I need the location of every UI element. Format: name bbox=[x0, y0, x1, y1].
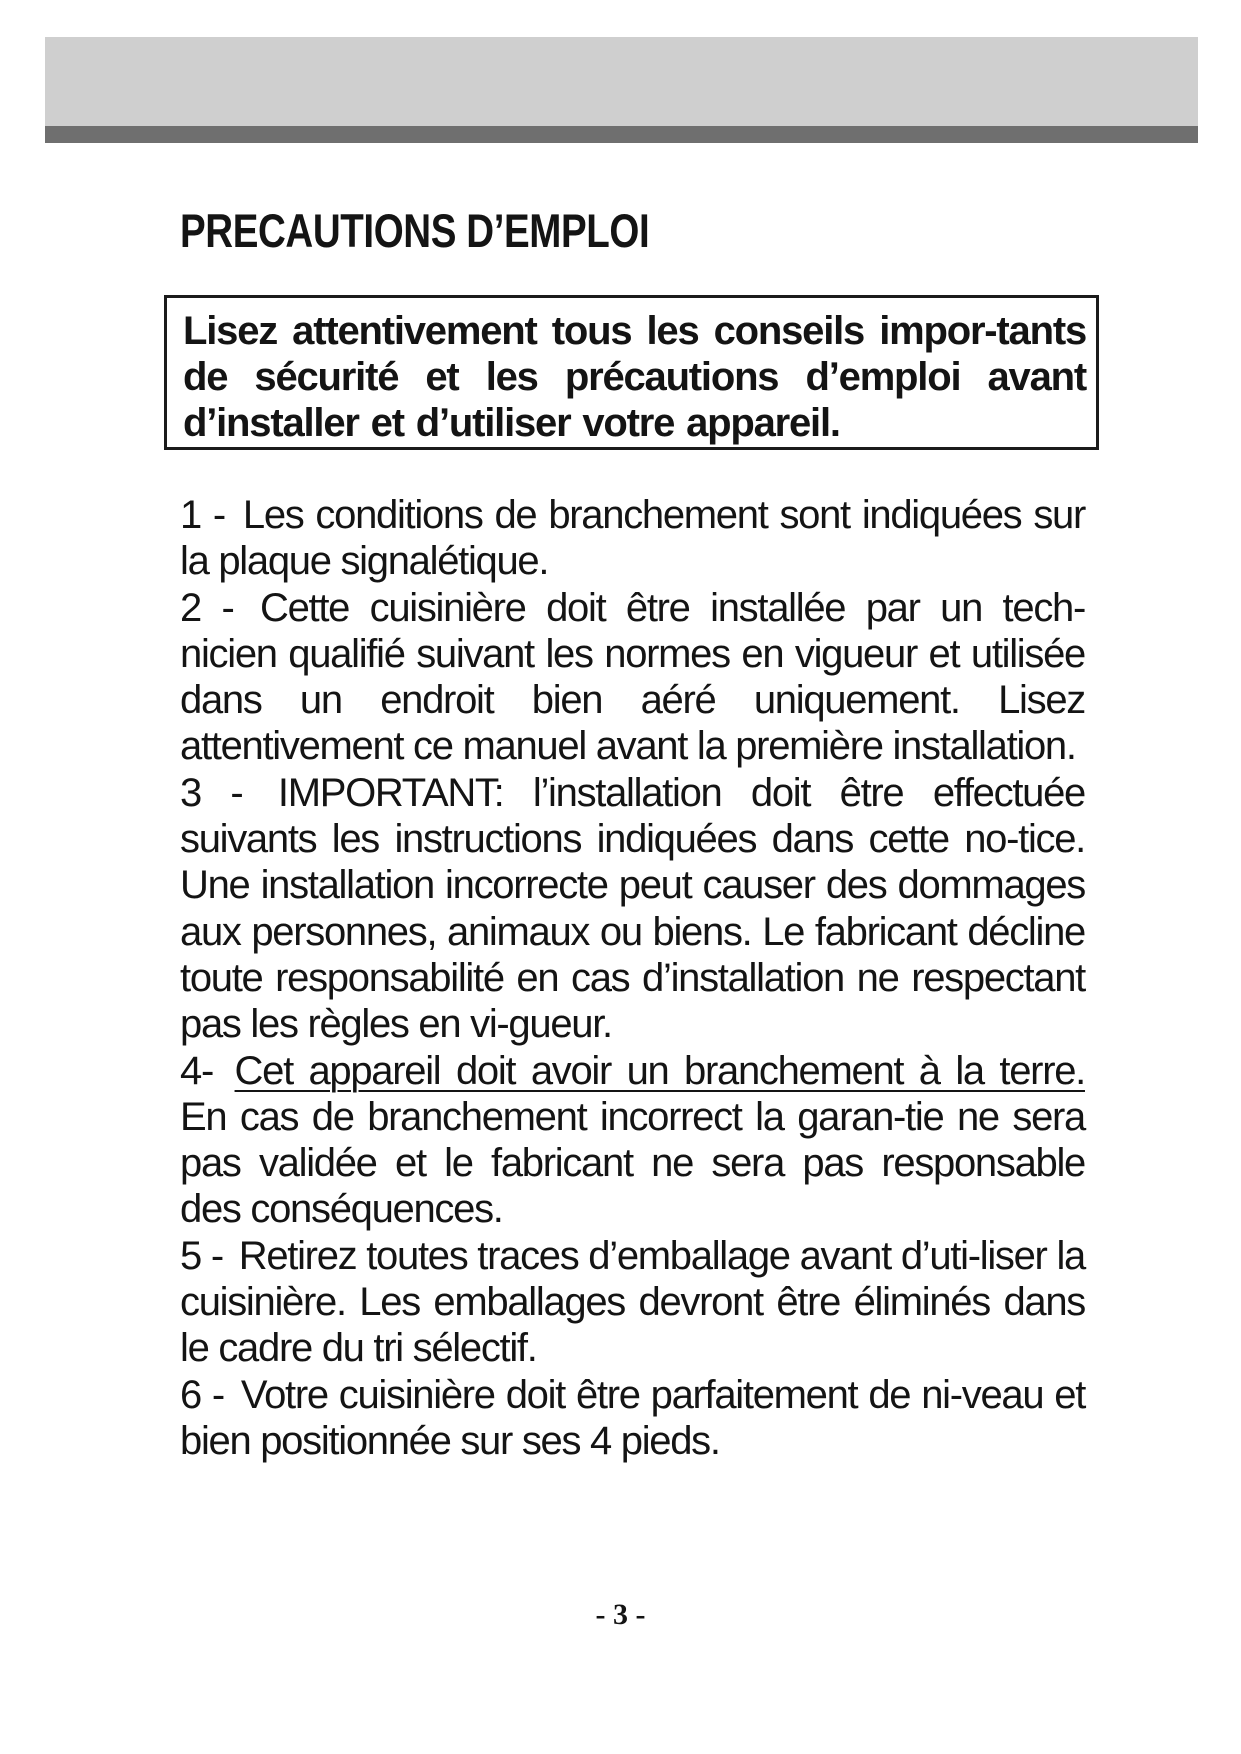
item-text: IMPORTANT: l’installation doit être effectuée suivants les instructions indiquées dans cette no-tice. Une installation incorrecte peut causer des dommages aux personnes, animaux ou biens. Le fabricant décline toute responsabilité en cas d’installation ne respectant pas les règles en vi-gueur. bbox=[180, 770, 1085, 1047]
list-item bbox=[180, 1048, 1085, 1233]
item-underlined-text: Cet appareil doit avoir un branchement à la terre. bbox=[234, 1048, 1085, 1093]
header-band-shadow bbox=[45, 126, 1198, 143]
item-text: Cette cuisinière doit être installée par un tech-nicien qualifié suivant les normes en vigueur et utilisée dans un endroit bien aéré uniquement. Lisez attentivement ce manuel avant la première installation. bbox=[180, 585, 1085, 769]
list-item bbox=[180, 770, 1085, 1048]
item-text: En cas de branchement incorrect la garan-tie ne sera pas validée et le fabricant ne sera pas responsable des conséquences. bbox=[180, 1094, 1085, 1232]
warning-box bbox=[164, 295, 1099, 450]
page-title: PRECAUTIONS D’EMPLOI bbox=[180, 204, 650, 257]
item-number: 5 - bbox=[180, 1233, 223, 1278]
item-text: Les conditions de branchement sont indiquées sur la plaque signalétique. bbox=[180, 493, 1085, 584]
page-content bbox=[180, 200, 1086, 1463]
item-number: 1 - bbox=[180, 493, 225, 537]
item-number: 2 - bbox=[180, 585, 234, 630]
item-text: Retirez toutes traces d’emballage avant d’uti-liser la cuisinière. Les emballages devront être éliminés dans le cadre du tri sélectif. bbox=[180, 1233, 1085, 1371]
item-number: 4- bbox=[180, 1048, 213, 1093]
warning-text: Lisez attentivement tous les conseils impor-tants de sécurité et les précautions d’emploi avant d’installer et d’utiliser votre appareil. bbox=[183, 309, 1086, 445]
precautions-list bbox=[180, 492, 1085, 1464]
list-item bbox=[180, 585, 1085, 770]
item-text: Votre cuisinière doit être parfaitement de ni-veau et bien positionnée sur ses 4 pieds. bbox=[180, 1372, 1086, 1463]
list-item bbox=[180, 492, 1085, 585]
header-band bbox=[45, 37, 1198, 126]
page-number: - 3 - bbox=[595, 1598, 646, 1631]
list-item bbox=[180, 1233, 1085, 1372]
item-number: 3 - bbox=[180, 770, 243, 815]
list-item bbox=[180, 1372, 1085, 1465]
item-number: 6 - bbox=[180, 1372, 224, 1417]
